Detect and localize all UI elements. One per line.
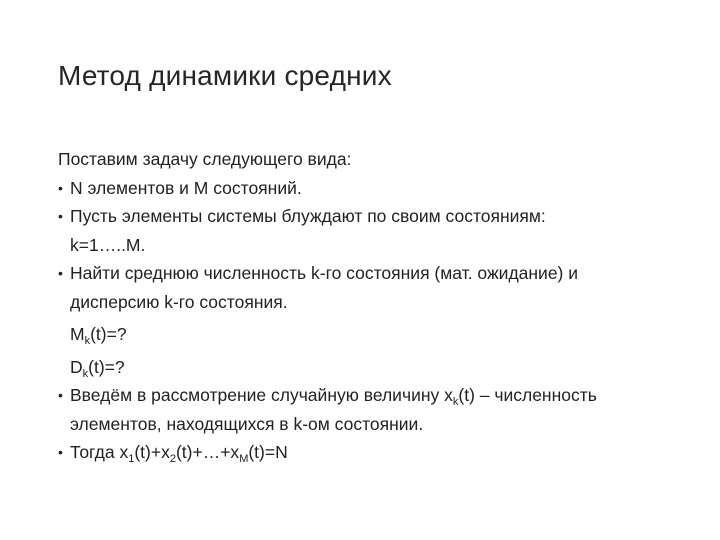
bullet-text: N элементов и M состояний.: [70, 177, 302, 198]
bullet-item: [58, 382, 688, 409]
subscript: k: [452, 396, 459, 408]
formula-base: M: [70, 324, 85, 344]
text-segment: (t) – численность: [458, 385, 597, 405]
bullet-dot: •: [58, 444, 63, 460]
bullet-item: [58, 175, 688, 202]
bullet-text: [70, 442, 288, 465]
bullet-text: [70, 385, 597, 408]
bullet-continuation: элементов, находящихся в k-ом состоянии.: [70, 413, 424, 434]
formula-mean: [58, 321, 688, 348]
formula-base: D: [70, 356, 83, 377]
slide-content: [58, 146, 688, 468]
bullet-item: [58, 439, 688, 466]
formula-rest: (t)=?: [90, 324, 127, 344]
text-segment: (t)=N: [248, 442, 288, 462]
subscript: M: [239, 453, 249, 465]
formula-rest: (t)=?: [88, 356, 125, 377]
subscript: 1: [128, 453, 135, 465]
bullet-text: Найти среднюю численность k-го состояния (мат. ожидание) и: [70, 263, 579, 283]
bullet-item: [58, 260, 688, 287]
intro-text: Поставим задачу следующего вида:: [58, 149, 352, 169]
bullet-text: Пусть элементы системы блуждают по своим состояниям:: [70, 206, 546, 226]
formula-subscript: k: [84, 335, 91, 347]
bullet-dot: •: [58, 387, 63, 403]
bullet-item: [58, 203, 688, 230]
text-segment: (t)+x: [134, 442, 170, 462]
bullet-continuation: k=1…..M.: [70, 234, 146, 255]
bullet-dot: •: [58, 265, 63, 281]
text-segment: (t)+…+x: [175, 442, 240, 462]
subscript: 2: [169, 453, 176, 465]
bullet-dot: •: [58, 179, 63, 196]
bullet-continuation: дисперсию k-го состояния.: [70, 291, 288, 312]
bullet-dot: •: [58, 208, 63, 224]
text-segment: Введём в рассмотрение случайную величину x: [70, 385, 453, 405]
formula-variance: [58, 354, 688, 381]
slide-title: Метод динамики средних: [58, 60, 392, 91]
text-segment: Тогда x: [70, 442, 129, 462]
formula-subscript: k: [82, 367, 89, 380]
